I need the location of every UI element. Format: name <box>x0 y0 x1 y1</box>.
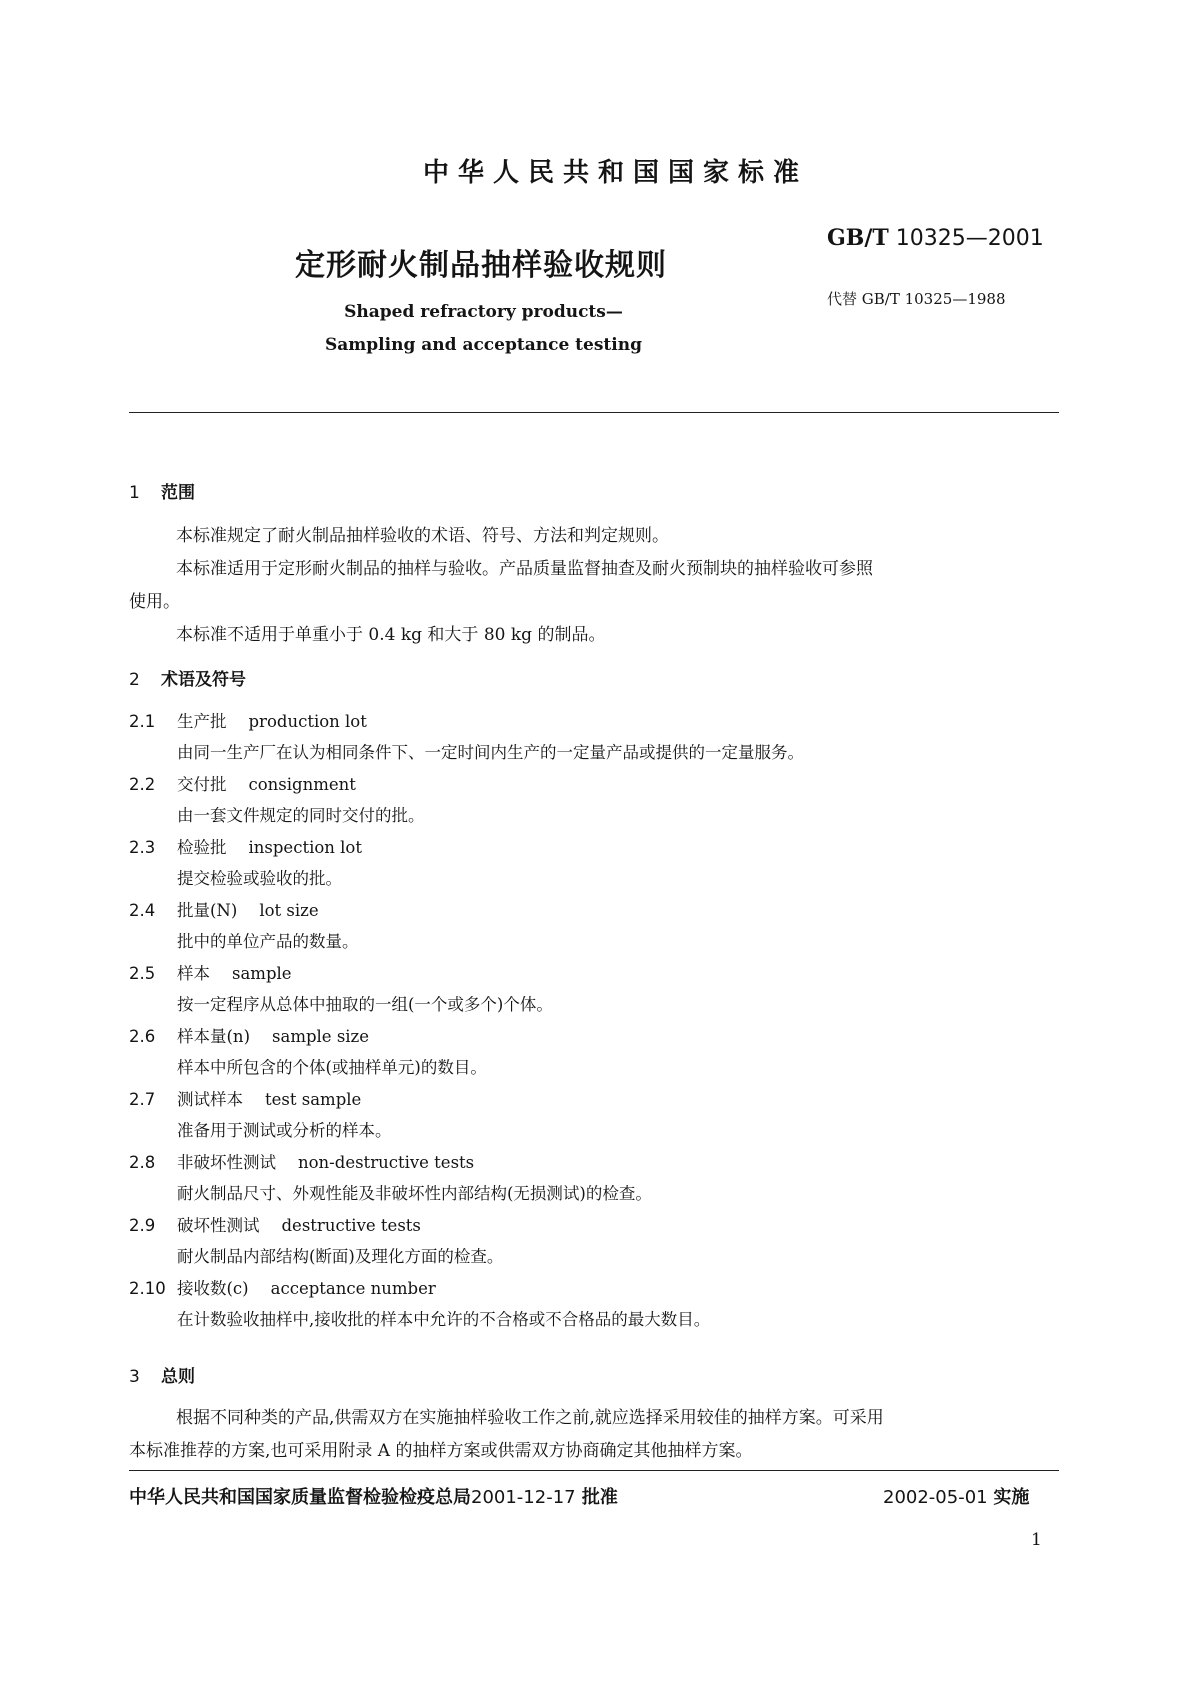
term-cn: 接收数(c) <box>177 1279 249 1298</box>
section-3-para-line-1: 根据不同种类的产品,供需双方在实施抽样验收工作之前,就应选择采用较佳的抽样方案。可采用 <box>176 1408 884 1428</box>
issue-word: 批准 <box>581 1487 618 1508</box>
effective-word: 实施 <box>993 1487 1030 1508</box>
term-en: consignment <box>248 775 356 794</box>
issuer-line <box>129 1483 618 1509</box>
term-en: lot size <box>259 901 319 920</box>
term-cn: 样本量(n) <box>177 1027 251 1046</box>
section-3-body <box>129 1402 1059 1468</box>
term-cn: 交付批 <box>177 775 227 794</box>
term-definition: 提交检验或验收的批。 <box>177 869 342 888</box>
term-heading <box>129 834 362 858</box>
term-heading <box>129 1149 474 1173</box>
term-definition: 准备用于测试或分析的样本。 <box>177 1121 392 1140</box>
term-en: inspection lot <box>248 838 362 857</box>
term-en: test sample <box>265 1090 362 1109</box>
term-number: 2.8 <box>129 1153 156 1172</box>
section-2-number: 2 <box>129 670 140 690</box>
term-number: 2.2 <box>129 775 156 794</box>
term-definition: 耐火制品内部结构(断面)及理化方面的检查。 <box>177 1247 504 1266</box>
term-definition: 按一定程序从总体中抽取的一组(一个或多个)个体。 <box>177 995 553 1014</box>
document-title-en-line2: Sampling and acceptance testing <box>325 335 642 355</box>
term-cn: 批量(N) <box>177 901 238 920</box>
term-cn: 生产批 <box>177 712 227 731</box>
term-en: sample size <box>272 1027 370 1046</box>
replaces-note: 代替 GB/T 10325—1988 <box>827 290 1006 308</box>
standard-number-value: 10325—2001 <box>895 226 1044 251</box>
effective-line <box>883 1483 1029 1509</box>
term-en: sample <box>232 964 292 983</box>
section-1-title: 范围 <box>161 483 195 503</box>
effective-date: 2002-05-01 <box>883 1487 988 1508</box>
section-2-title: 术语及符号 <box>161 670 246 690</box>
national-standard-heading: 中华人民共和国国家标准 <box>422 158 808 188</box>
term-heading <box>129 1275 436 1299</box>
term-number: 2.9 <box>129 1216 156 1235</box>
section-1-para-2-line-1: 本标准适用于定形耐火制品的抽样与验收。产品质量监督抽查及耐火预制块的抽样验收可参照 <box>176 559 873 579</box>
section-1-heading <box>129 478 195 503</box>
issuer: 中华人民共和国国家质量监督检验检疫总局 <box>129 1487 471 1508</box>
term-cn: 测试样本 <box>177 1090 243 1109</box>
section-3-number: 3 <box>129 1367 140 1387</box>
term-definition: 在计数验收抽样中,接收批的样本中允许的不合格或不合格品的最大数目。 <box>177 1310 711 1329</box>
term-definition: 由一套文件规定的同时交付的批。 <box>177 806 425 825</box>
term-en: destructive tests <box>281 1216 421 1235</box>
standard-number <box>827 225 1044 251</box>
term-number: 2.10 <box>129 1279 166 1298</box>
term-definition: 样本中所包含的个体(或抽样单元)的数目。 <box>177 1058 487 1077</box>
term-definition: 耐火制品尺寸、外观性能及非破坏性内部结构(无损测试)的检查。 <box>177 1184 652 1203</box>
term-heading <box>129 1212 421 1236</box>
term-number: 2.5 <box>129 964 156 983</box>
term-heading <box>129 1023 369 1047</box>
document-title-en-line1: Shaped refractory products— <box>344 302 623 322</box>
section-3-heading <box>129 1362 195 1387</box>
term-heading <box>129 960 292 984</box>
section-3-para-line-2: 本标准推荐的方案,也可采用附录 A 的抽样方案或供需双方协商确定其他抽样方案。 <box>129 1441 753 1461</box>
section-1-para-1: 本标准规定了耐火制品抽样验收的术语、符号、方法和判定规则。 <box>176 526 669 546</box>
issue-date: 2001-12-17 <box>471 1487 576 1508</box>
term-heading <box>129 708 367 732</box>
standard-number-prefix: GB/T <box>827 225 889 251</box>
term-number: 2.4 <box>129 901 156 920</box>
page-number: 1 <box>1031 1530 1042 1550</box>
term-number: 2.7 <box>129 1090 156 1109</box>
document-title-cn: 定形耐火制品抽样验收规则 <box>295 248 667 283</box>
section-3-title: 总则 <box>161 1367 195 1387</box>
term-heading <box>129 1086 361 1110</box>
section-2-heading <box>129 665 246 690</box>
term-cn: 检验批 <box>177 838 227 857</box>
term-cn: 样本 <box>177 964 210 983</box>
term-en: production lot <box>248 712 367 731</box>
term-en: non-destructive tests <box>298 1153 475 1172</box>
term-heading <box>129 897 319 921</box>
term-number: 2.3 <box>129 838 156 857</box>
section-1-para-2-line-2: 使用。 <box>129 592 180 612</box>
term-cn: 破坏性测试 <box>177 1216 260 1235</box>
term-number: 2.1 <box>129 712 156 731</box>
term-number: 2.6 <box>129 1027 156 1046</box>
term-definition: 批中的单位产品的数量。 <box>177 932 359 951</box>
header-divider <box>129 412 1059 413</box>
section-1-para-3: 本标准不适用于单重小于 0.4 kg 和大于 80 kg 的制品。 <box>176 625 606 645</box>
footer-divider <box>129 1470 1059 1471</box>
term-definition: 由同一生产厂在认为相同条件下、一定时间内生产的一定量产品或提供的一定量服务。 <box>177 743 804 762</box>
term-heading <box>129 771 356 795</box>
term-en: acceptance number <box>270 1279 436 1298</box>
section-1-body <box>129 520 1059 652</box>
term-cn: 非破坏性测试 <box>177 1153 276 1172</box>
section-1-number: 1 <box>129 483 140 503</box>
